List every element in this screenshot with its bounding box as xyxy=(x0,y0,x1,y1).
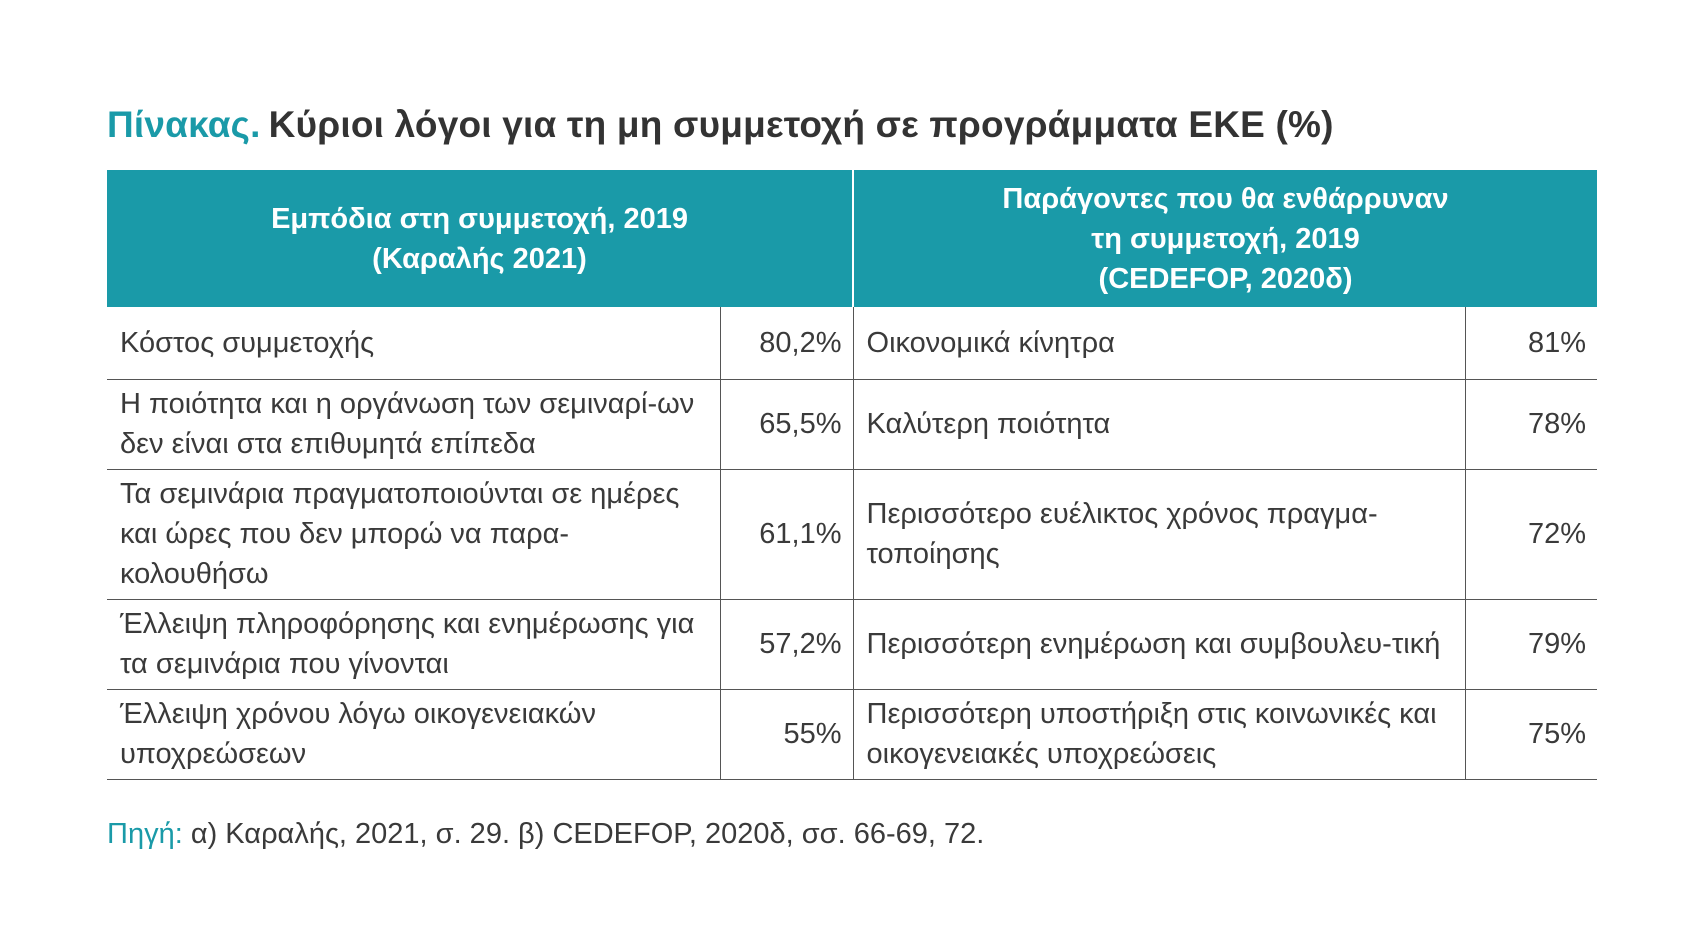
barrier-cell: Έλλειψη πληροφόρησης και ενημέρωσης για τα σεμινάρια που γίνονται xyxy=(107,599,720,689)
factor-cell: Οικονομικά κίνητρα xyxy=(853,307,1465,379)
table-row xyxy=(107,307,1597,379)
factor-cell: Καλύτερη ποιότητα xyxy=(853,379,1465,469)
factor-percent-cell: 78% xyxy=(1465,379,1597,469)
factor-cell: Περισσότερη υποστήριξη στις κοινωνικές και οικογενειακές υποχρεώσεις xyxy=(853,689,1465,779)
barrier-cell: Τα σεμινάρια πραγματοποιούνται σε ημέρες και ώρες που δεν μπορώ να παρα-κολουθήσω xyxy=(107,469,720,599)
reasons-table xyxy=(107,170,1597,780)
title-prefix: Πίνακας. xyxy=(107,104,261,145)
table-row xyxy=(107,599,1597,689)
header-barriers-line-2: (Καραλής 2021) xyxy=(372,242,587,275)
factor-percent-cell: 72% xyxy=(1465,469,1597,599)
header-barriers xyxy=(107,170,853,307)
header-factors-line-2: τη συμμετοχή, 2019 xyxy=(1091,222,1360,255)
barrier-cell: Κόστος συμμετοχής xyxy=(107,307,720,379)
barrier-percent-cell: 65,5% xyxy=(720,379,853,469)
table-row xyxy=(107,689,1597,779)
barrier-percent-cell: 80,2% xyxy=(720,307,853,379)
barrier-percent-cell: 61,1% xyxy=(720,469,853,599)
barrier-percent-cell: 55% xyxy=(720,689,853,779)
table-row xyxy=(107,379,1597,469)
table-title xyxy=(107,104,1334,146)
source-note xyxy=(107,818,984,851)
title-text: Κύριοι λόγοι για τη μη συμμετοχή σε προγράμματα ΕΚΕ (%) xyxy=(268,104,1334,145)
table-header-row xyxy=(107,170,1597,307)
factor-percent-cell: 75% xyxy=(1465,689,1597,779)
factor-percent-cell: 81% xyxy=(1465,307,1597,379)
source-text: α) Καραλής, 2021, σ. 29. β) CEDEFOP, 2020δ, σσ. 66-69, 72. xyxy=(190,818,985,850)
barrier-cell: Έλλειψη χρόνου λόγω οικογενειακών υποχρεώσεων xyxy=(107,689,720,779)
table-row xyxy=(107,469,1597,599)
header-factors xyxy=(853,170,1597,307)
source-label: Πηγή: xyxy=(107,818,183,850)
factor-percent-cell: 79% xyxy=(1465,599,1597,689)
factor-cell: Περισσότερο ευέλικτος χρόνος πραγμα-τοποίησης xyxy=(853,469,1465,599)
factor-cell: Περισσότερη ενημέρωση και συμβουλευ-τική xyxy=(853,599,1465,689)
header-factors-line-3: (CEDEFOP, 2020δ) xyxy=(1098,262,1353,295)
header-factors-line-1: Παράγοντες που θα ενθάρρυναν xyxy=(1002,182,1449,215)
header-barriers-line-1: Εμπόδια στη συμμετοχή, 2019 xyxy=(271,202,688,235)
barrier-cell: Η ποιότητα και η οργάνωση των σεμιναρί-ων δεν είναι στα επιθυμητά επίπεδα xyxy=(107,379,720,469)
barrier-percent-cell: 57,2% xyxy=(720,599,853,689)
